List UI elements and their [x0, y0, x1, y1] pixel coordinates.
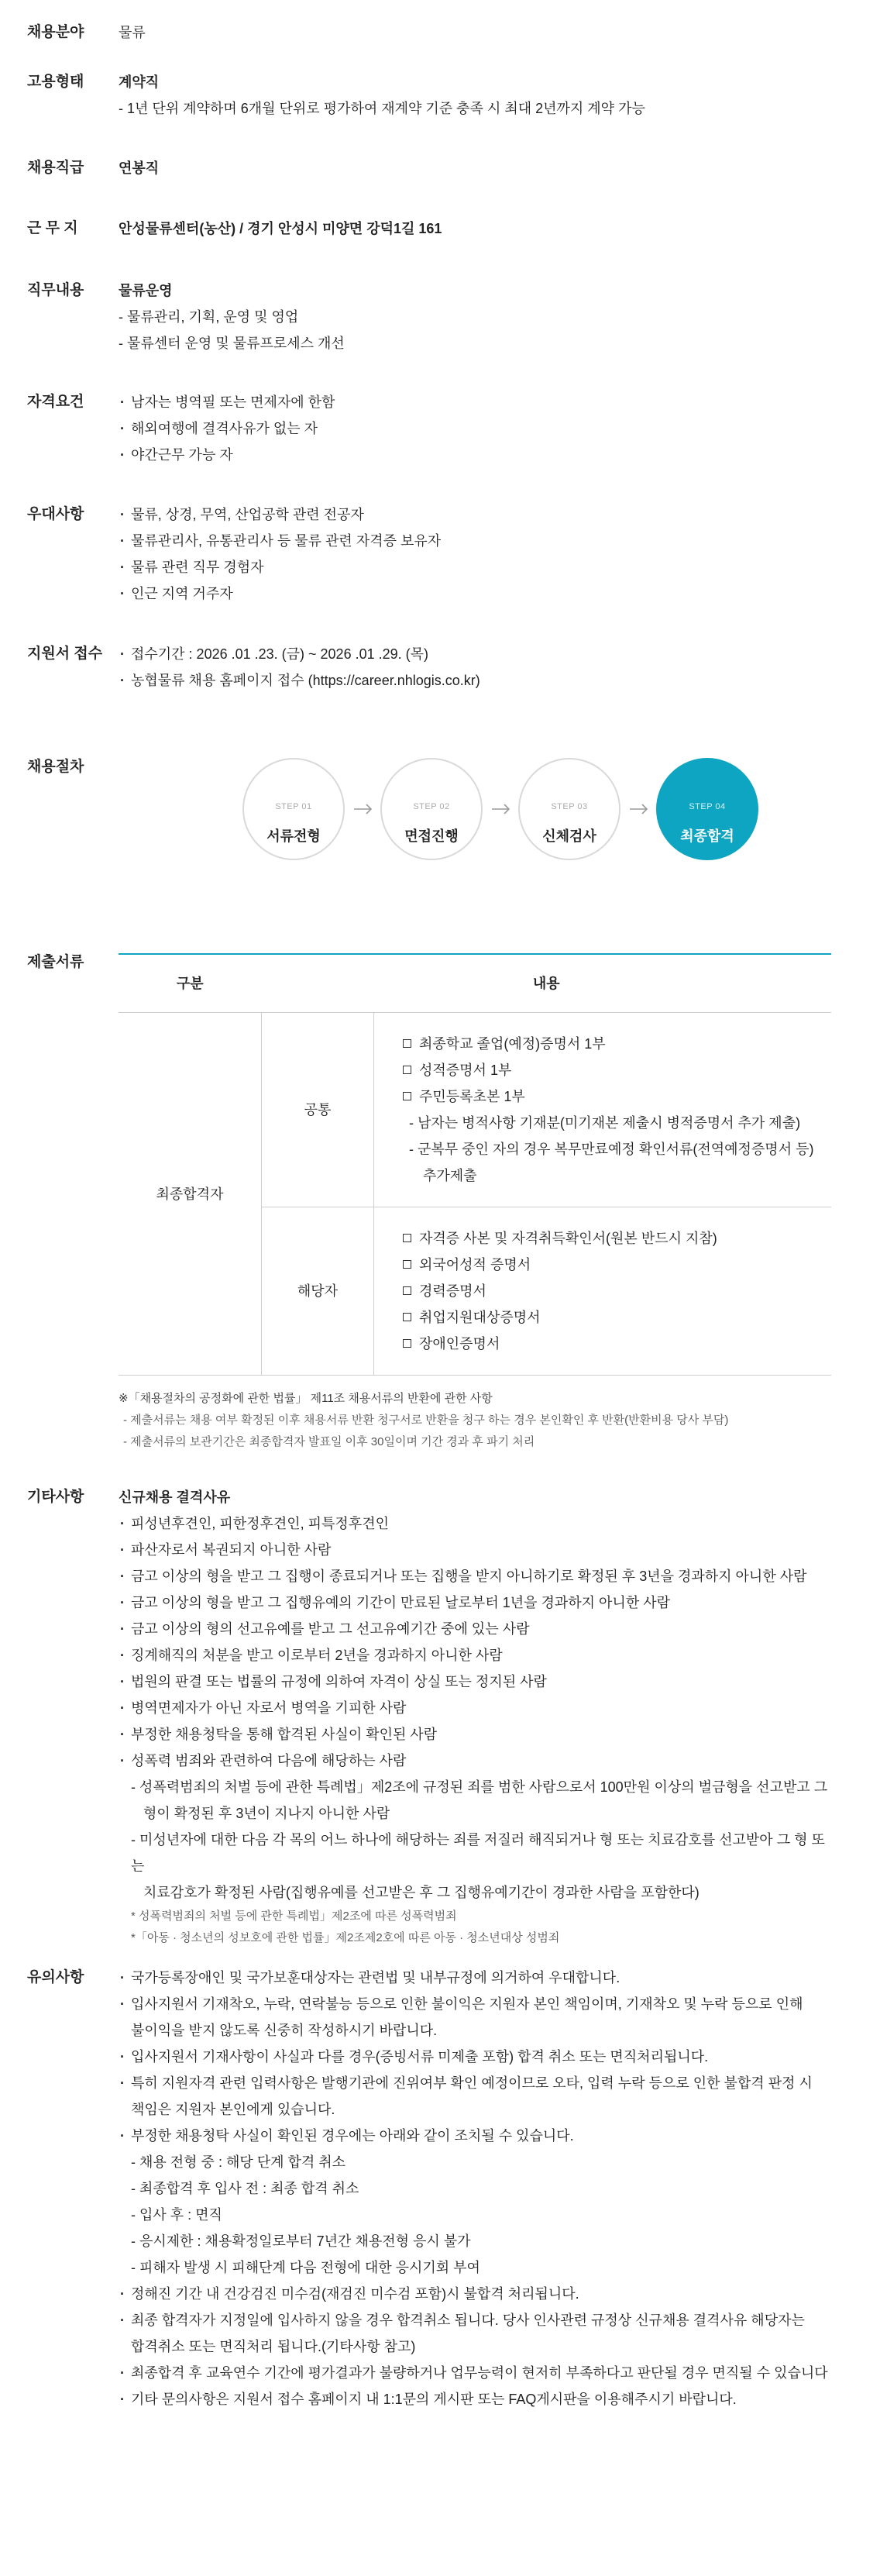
- list-item: [403, 1278, 830, 1304]
- caution-sub-item: - 응시제한 : 채용확정일로부터 7년간 채용전형 응시 불가: [131, 2233, 471, 2249]
- list-item-text: 주민등록초본 1부: [419, 1089, 525, 1104]
- qualification-item: · 해외여행에 결격사유가 없는 자: [119, 415, 831, 442]
- caution-sub-item: - 최종합격 후 입사 전 : 최종 합격 취소: [131, 2181, 359, 2196]
- list-item-text: 경력증명서: [419, 1283, 486, 1299]
- qualification-item: · 남자는 병역필 또는 면제자에 한함: [119, 389, 831, 415]
- step-name: 서류전형: [266, 828, 321, 844]
- list-item: [403, 1304, 830, 1331]
- other-item: · 금고 이상의 형을 받고 그 집행이 종료되거나 또는 집행을 받지 아니하기로 확정된 후 3년을 경과하지 아니한 사람: [119, 1563, 831, 1589]
- list-item-text: 취업지원대상증명서: [419, 1310, 541, 1325]
- preference-label: 우대사항: [27, 506, 84, 522]
- process-label: 채용절차: [27, 759, 84, 775]
- checkbox-square-icon: [403, 1260, 411, 1269]
- list-sub-item: - 남자는 병적사항 기재분(미기재본 제출시 병적증명서 추가 제출): [409, 1115, 801, 1131]
- list-item: [403, 1252, 830, 1278]
- common-list: [375, 1014, 830, 1206]
- arrow-right-icon: [490, 801, 512, 817]
- note-line: - 제출서류는 채용 여부 확정된 이후 채용서류 반환 청구서로 반환을 청구 하는 경우 본인확인 후 반환(반환비용 당사 부담): [123, 1414, 729, 1427]
- step-name: 신체검사: [542, 828, 596, 844]
- field-label: 채용분야: [27, 24, 84, 40]
- caution-item: · 입사지원서 기재착오, 누락, 연락불능 등으로 인한 불이익은 지원자 본인 책임이며, 기재착오 및 누락 등으로 인해: [119, 1991, 831, 2017]
- preference-item: · 물류관리사, 유통관리사 등 물류 관련 자격증 보유자: [119, 528, 831, 554]
- note-line: - 제출서류의 보관기간은 최종합격자 발표일 이후 30일이며 기간 경과 후 파기 처리: [123, 1435, 535, 1448]
- employment-content: [119, 69, 831, 122]
- table-row: [119, 1013, 831, 1207]
- other-sub-line: - 미성년자에 대한 다음 각 목의 어느 하나에 해당하는 죄를 저질러 해직되거나 형 또는 치료감호를 선고받아 그 형 또는: [131, 1832, 825, 1874]
- job-grade-content: [119, 155, 831, 181]
- header-category: 구분: [119, 954, 262, 1013]
- qualification-label: 자격요건: [27, 394, 84, 410]
- field-value: [119, 19, 831, 46]
- application-site: · 농협물류 채용 홈페이지 접수 (https://career.nhlogis.co.kr): [119, 667, 831, 694]
- other-content: [119, 1484, 831, 1949]
- list-item-text: 자격증 사본 및 자격취득확인서(원본 반드시 지참): [419, 1231, 717, 1246]
- step-name: 최종합격: [680, 828, 734, 844]
- step-number: STEP 03: [551, 802, 588, 811]
- list-item: [403, 1057, 830, 1083]
- checkbox-square-icon: [403, 1313, 411, 1321]
- documents-label: 제출서류: [27, 954, 84, 970]
- checkbox-square-icon: [403, 1234, 411, 1242]
- arrow-right-icon: [628, 801, 650, 817]
- other-item: · 부정한 채용청탁을 통해 합격된 사실이 확인된 사람: [119, 1721, 831, 1748]
- step-4-active: [656, 758, 758, 860]
- step-number: STEP 02: [413, 802, 450, 811]
- other-lead: 신규채용 결격사유: [119, 1489, 231, 1505]
- preference-content: [119, 501, 831, 607]
- qualification-content: [119, 389, 831, 468]
- other-item: · 징계해직의 처분을 받고 이로부터 2년을 경과하지 아니한 사람: [119, 1642, 831, 1669]
- preference-item: · 물류 관련 직무 경험자: [119, 554, 831, 580]
- other-item: · 법원의 판결 또는 법률의 규정에 의하여 자격이 상실 또는 정지된 사람: [119, 1669, 831, 1695]
- employment-line: - 1년 단위 계약하며 6개월 단위로 평가하여 재계약 기준 충족 시 최대 2년까지 계약 가능: [119, 101, 645, 116]
- note-line: ※「채용절차의 공정화에 관한 법률」 제11조 채용서류의 반환에 관한 사항: [119, 1392, 493, 1405]
- step-number: STEP 01: [275, 802, 312, 811]
- checkbox-square-icon: [403, 1339, 411, 1348]
- common-list-cell: [374, 1013, 832, 1207]
- applicable-list-cell: [374, 1207, 832, 1376]
- other-item: · 성폭력 범죄와 관련하여 다음에 해당하는 사람: [119, 1748, 831, 1774]
- list-item: [403, 1225, 830, 1252]
- other-sub-line: 치료감호가 확정된 사람(집행유예를 선고받은 후 그 집행유예기간이 경과한 사람을 포함한다): [143, 1885, 700, 1900]
- list-item: [403, 1031, 830, 1057]
- caution-item: · 정해진 기간 내 건강검진 미수검(재검진 미수검 포함)시 불합격 처리됩니다.: [119, 2281, 831, 2307]
- step-2: [380, 758, 483, 860]
- job-grade-label: 채용직급: [27, 160, 84, 176]
- qualification-item: · 야간근무 가능 자: [119, 442, 831, 468]
- documents-table: [119, 953, 831, 1376]
- caution-continued: 책임은 지원자 본인에게 있습니다.: [131, 2102, 335, 2117]
- duty-content: [119, 277, 831, 356]
- other-item: · 금고 이상의 형을 받고 그 집행유예의 기간이 만료된 날로부터 1년을 경과하지 아니한 사람: [119, 1589, 831, 1616]
- caution-label: 유의사항: [27, 1969, 84, 1985]
- job-grade-value: 연봉직: [119, 160, 160, 176]
- location-label: 근 무 지: [27, 220, 78, 236]
- duty-line: - 물류관리, 기획, 운영 및 영업: [119, 309, 299, 325]
- list-item-text: 외국어성적 증명서: [419, 1257, 531, 1273]
- step-number: STEP 04: [689, 802, 726, 811]
- group-cell: 최종합격자: [119, 1013, 262, 1376]
- list-sub-item: - 군복무 중인 자의 경우 복무만료예정 확인서류(전역예정증명서 등): [409, 1142, 814, 1157]
- list-item: [403, 1331, 830, 1357]
- preference-item: · 물류, 상경, 무역, 산업공학 관련 전공자: [119, 501, 831, 528]
- checkbox-square-icon: [403, 1039, 411, 1048]
- application-content: [119, 641, 831, 694]
- other-item: · 병역면제자가 아닌 자로서 병역을 기피한 사람: [119, 1695, 831, 1721]
- location-content: [119, 215, 831, 242]
- preference-item: · 인근 지역 거주자: [119, 580, 831, 607]
- applicable-list: [375, 1208, 830, 1374]
- process-content: [119, 758, 831, 874]
- other-item: · 피성년후견인, 피한정후견인, 피특정후견인: [119, 1510, 831, 1537]
- arrow-right-icon: [352, 801, 374, 817]
- list-sub-item: 추가제출: [423, 1168, 477, 1183]
- caution-item: · 기타 문의사항은 지원서 접수 홈페이지 내 1:1문의 게시판 또는 FAQ게시판을 이용해주시기 바랍니다.: [119, 2386, 831, 2412]
- caution-sub-item: - 입사 후 : 면직: [131, 2207, 222, 2223]
- location-value: 안성물류센터(농산) / 경기 안성시 미양면 강덕1길 161: [119, 221, 442, 236]
- checkbox-square-icon: [403, 1286, 411, 1295]
- caution-item: · 입사지원서 기재사항이 사실과 다를 경우(증빙서류 미제출 포함) 합격 취소 또는 면직처리됩니다.: [119, 2044, 831, 2070]
- applicable-cell: 해당자: [262, 1207, 374, 1376]
- step-1: [242, 758, 345, 860]
- caution-sub-item: - 채용 전형 중 : 해당 단계 합격 취소: [131, 2154, 346, 2170]
- checkbox-square-icon: [403, 1066, 411, 1074]
- field-text: 물류: [119, 25, 146, 40]
- list-item-text: 최종학교 졸업(예정)증명서 1부: [419, 1036, 606, 1052]
- other-item: · 파산자로서 복권되지 아니한 사람: [119, 1537, 831, 1563]
- documents-notes: [119, 1388, 831, 1453]
- common-cell: 공통: [262, 1013, 374, 1207]
- step-name: 면접진행: [404, 828, 459, 844]
- list-item-text: 성적증명서 1부: [419, 1062, 512, 1078]
- caution-continued: 합격취소 또는 면직처리 됩니다.(기타사항 참고): [131, 2339, 416, 2354]
- caution-continued: 불이익을 받지 않도록 신중히 작성하시기 바랍니다.: [131, 2023, 438, 2038]
- duty-lead: 물류운영: [119, 283, 173, 298]
- caution-item: · 부정한 채용청탁 사실이 확인된 경우에는 아래와 같이 조치될 수 있습니다.: [119, 2123, 831, 2149]
- caution-content: [119, 1965, 831, 2412]
- list-item-text: 장애인증명서: [419, 1336, 500, 1352]
- caution-sub-item: - 피해자 발생 시 피해단계 다음 전형에 대한 응시기회 부여: [131, 2260, 480, 2275]
- step-3: [518, 758, 620, 860]
- caution-item: · 최종합격 후 교육연수 기간에 평가결과가 불량하거나 업무능력이 현저히 부족하다고 판단될 경우 면직될 수 있습니다: [119, 2360, 831, 2386]
- other-footnote: * 성폭력범죄의 처벌 등에 관한 특례법」제2조에 따른 성폭력범죄: [131, 1910, 457, 1923]
- duty-label: 직무내용: [27, 282, 84, 298]
- table-header-row: [119, 954, 831, 1013]
- checkbox-square-icon: [403, 1092, 411, 1100]
- documents-content: [119, 953, 831, 1453]
- other-label: 기타사항: [27, 1489, 84, 1505]
- header-content: 내용: [262, 954, 832, 1013]
- caution-item: · 국가등록장애인 및 국가보훈대상자는 관련법 및 내부규정에 의거하여 우대합니다.: [119, 1965, 831, 1991]
- employment-lead: 계약직: [119, 74, 160, 90]
- other-sub-line: - 성폭력범죄의 처벌 등에 관한 특례법」제2조에 규정된 죄를 범한 사람으로서 100만원 이상의 벌금형을 선고받고 그: [131, 1779, 828, 1795]
- other-footnote: *「아동 · 청소년의 성보호에 관한 법률」제2조제2호에 따른 아동 · 청소년대상 성범죄: [131, 1931, 560, 1944]
- caution-item: · 최종 합격자가 지정일에 입사하지 않을 경우 합격취소 됩니다. 당사 인사관련 규정상 신규채용 결격사유 해당자는: [119, 2307, 831, 2333]
- caution-item: · 특히 지원자격 관련 입력사항은 발행기관에 진위여부 확인 예정이므로 오타, 입력 누락 등으로 인한 불합격 판정 시: [119, 2070, 831, 2096]
- list-item: [403, 1083, 830, 1110]
- process-steps: [119, 758, 831, 874]
- duty-line: - 물류센터 운영 및 물류프로세스 개선: [119, 336, 345, 351]
- employment-label: 고용형태: [27, 74, 84, 90]
- other-sub-line: 형이 확정된 후 3년이 지나지 아니한 사람: [143, 1806, 390, 1821]
- application-period: · 접수기간 : 2026 .01 .23. (금) ~ 2026 .01 .29. (목): [119, 641, 831, 667]
- application-label: 지원서 접수: [27, 646, 103, 662]
- other-item: · 금고 이상의 형의 선고유예를 받고 그 선고유예기간 중에 있는 사람: [119, 1616, 831, 1642]
